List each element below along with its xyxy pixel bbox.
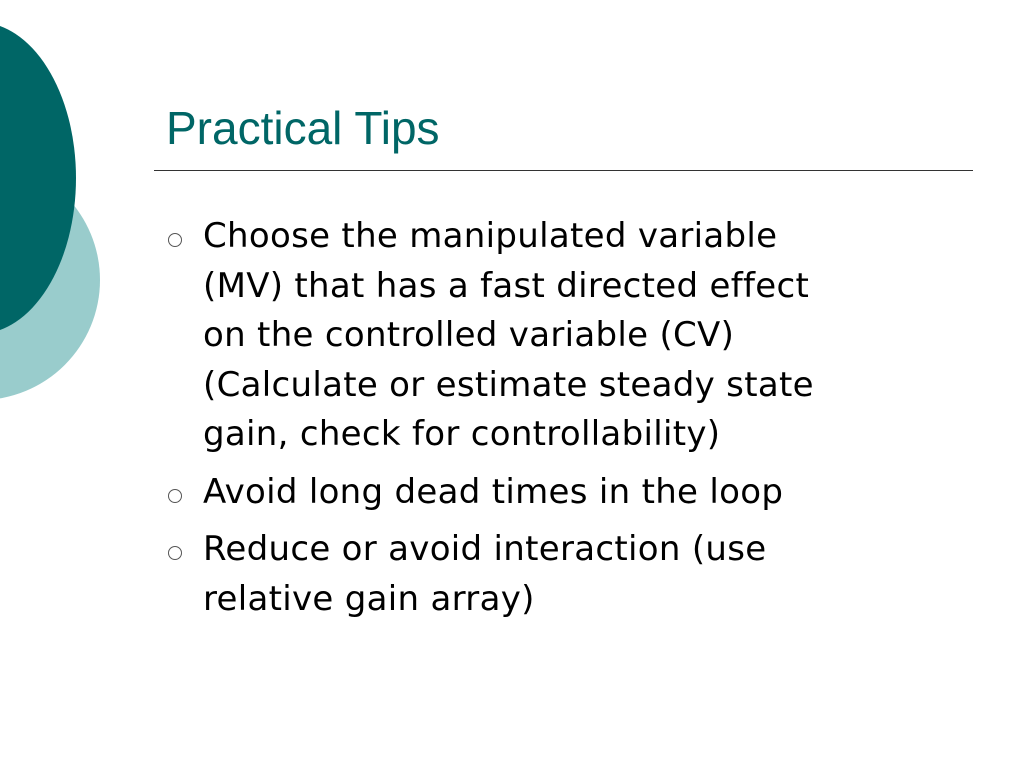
bullet-line: (Calculate or estimate steady state — [203, 364, 814, 405]
hollow-circle-bullet-icon — [168, 489, 182, 503]
bullet-item — [164, 525, 964, 624]
hollow-circle-bullet-icon — [168, 546, 182, 560]
bullet-list — [164, 212, 964, 632]
bullet-text — [203, 525, 964, 624]
bullet-line: relative gain array) — [203, 578, 535, 619]
hollow-circle-bullet-icon — [168, 233, 182, 247]
bullet-line: Avoid long dead times in the loop — [203, 471, 784, 512]
bullet-text — [203, 468, 964, 518]
title-divider — [154, 170, 973, 171]
bullet-line: (MV) that has a fast directed effect — [203, 265, 810, 306]
slide-title: Practical Tips — [166, 102, 440, 154]
bullet-line: gain, check for controllability) — [203, 414, 721, 454]
bullet-line: Choose the manipulated variable — [203, 216, 778, 256]
bullet-item — [164, 212, 964, 460]
bullet-item — [164, 468, 964, 518]
bullet-line: Reduce or avoid interaction (use — [203, 529, 767, 569]
bullet-line: on the controlled variable (CV) — [203, 315, 735, 355]
bullet-text — [203, 212, 964, 460]
